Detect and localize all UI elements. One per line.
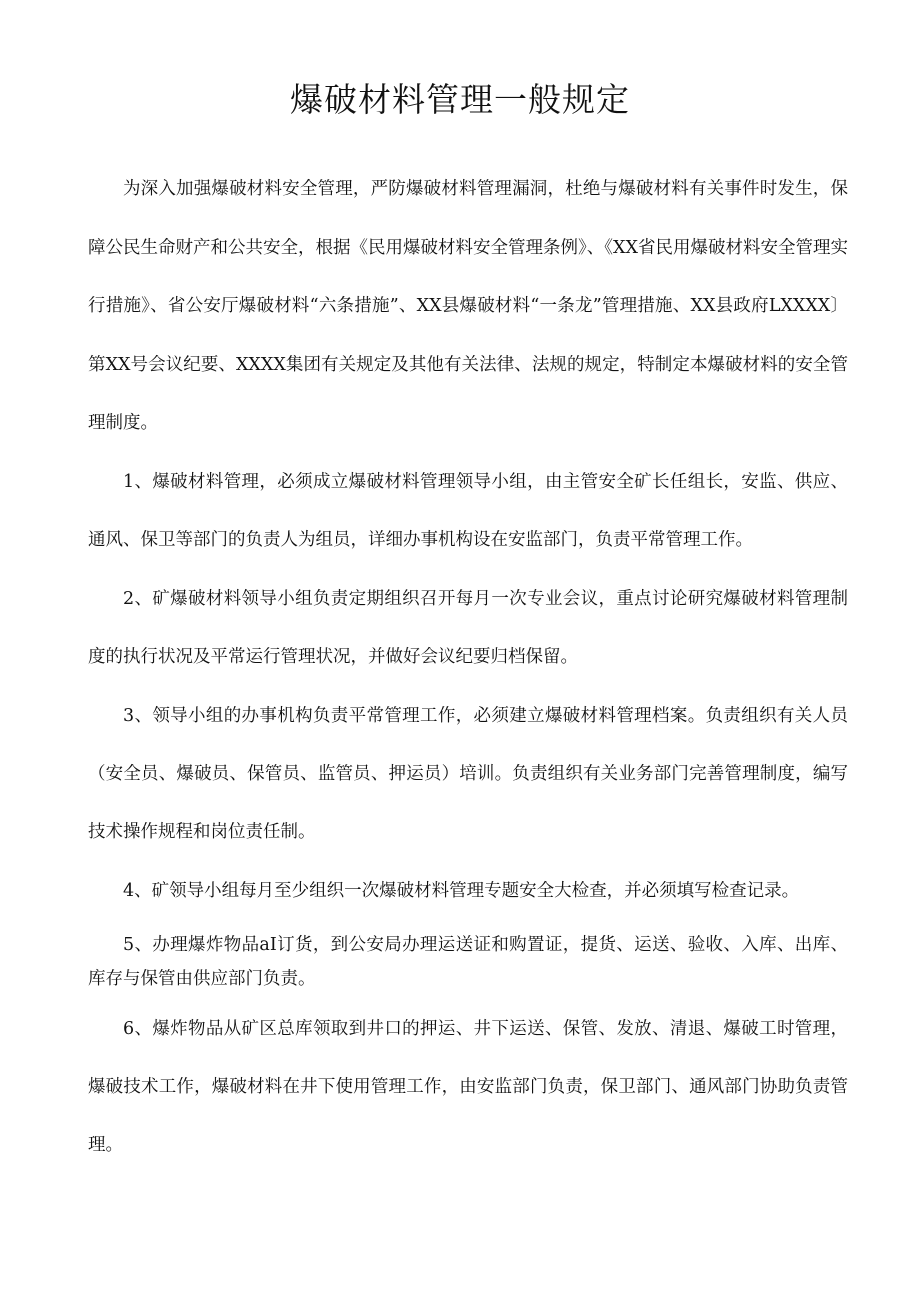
rule-paragraph-4: 4、矿领导小组每月至少组织一次爆破材料管理专题安全大检查，并必须填写检查记录。 bbox=[123, 881, 800, 901]
rule-paragraph-2: 2、矿爆破材料领导小组负责定期组织召开每月一次专业会议，重点讨论研究爆破材料管理制度的执行状况及平常运行管理状况，并做好会议纪要归档保留。 bbox=[88, 589, 848, 667]
intro-paragraph: 为深入加强爆破材料安全管理，严防爆破材料管理漏洞，杜绝与爆破材料有关事件时发生，保障公民生命财产和公共安全，根据《民用爆破材料安全管理条例》、《XX省民用爆破材料安全管理实行措施》、省公安厅爆破材料“六条措施”、XX县爆破材料“一条龙”管理措施、XX县政府LXXXX〕第XX号会议纪要、XXXX集团有关规定及其他有关法律、法规的规定，特制定本爆破材料的安全管理制度。 bbox=[88, 179, 848, 433]
rule-paragraph-6: 6、爆炸物品从矿区总库领取到井口的押运、井下运送、保管、发放、清退、爆破工时管理，爆破技术工作，爆破材料在井下使用管理工作，由安监部门负责，保卫部门、通风部门协助负责管理。 bbox=[88, 1019, 848, 1155]
rule-paragraph-3: 3、领导小组的办事机构负责平常管理工作，必须建立爆破材料管理档案。负责组织有关人员（安全员、爆破员、保管员、监管员、押运员）培训。负责组织有关业务部门完善管理制度，编写技术操作规程和岗位责任制。 bbox=[88, 706, 848, 842]
rule-paragraph-1: 1、爆破材料管理，必须成立爆破材料管理领导小组，由主管安全矿长任组长，安监、供应、通风、保卫等部门的负责人为组员，详细办事机构设在安监部门，负责平常管理工作。 bbox=[88, 472, 848, 550]
rule-paragraph-5: 5、办理爆炸物品aI订货，到公安局办理运送证和购置证，提货、运送、验收、入库、出库、库存与保管由供应部门负责。 bbox=[88, 935, 848, 989]
document-title: 爆破材料管理一般规定 bbox=[290, 80, 630, 119]
